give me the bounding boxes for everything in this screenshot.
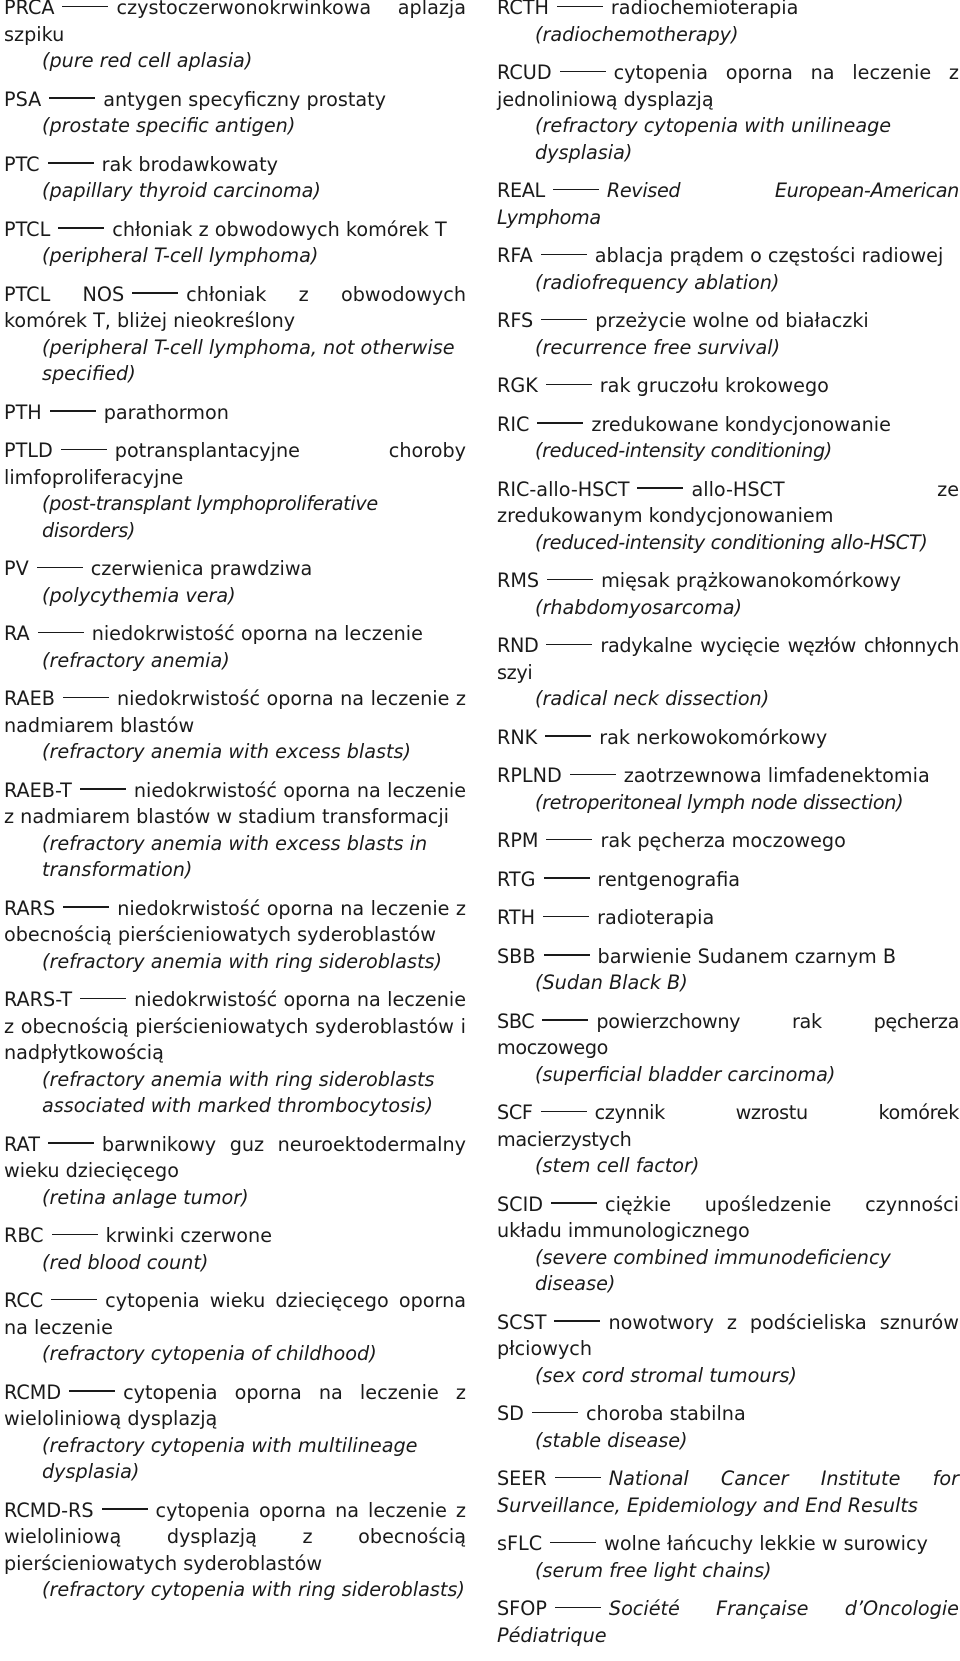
- definition: rak gruczołu krokowego: [599, 374, 829, 397]
- definition: rak brodawkowaty: [101, 152, 278, 176]
- entry-rnk: [497, 725, 959, 752]
- definition: ciężkie upośledzenie czynności układu immunologicznego: [497, 1192, 959, 1242]
- translation: (radiochemotherapy): [535, 22, 739, 46]
- entry-ra: [4, 621, 466, 674]
- translation: (superficial bladder carcinoma): [535, 1062, 836, 1086]
- abbreviation: PTH: [4, 400, 42, 424]
- dash: [132, 292, 178, 294]
- translation: (refractory anemia with ring sideroblasts associated with marked thrombocytosis): [42, 1067, 435, 1117]
- definition: ablacja prądem o częstości radiowej: [594, 244, 944, 267]
- definition: czerwienica prawdziwa: [90, 557, 313, 580]
- abbreviation: RARS: [4, 896, 56, 920]
- entry-ptld: [4, 438, 466, 544]
- abbreviation: RNK: [497, 725, 538, 749]
- dash: [545, 735, 591, 737]
- entry-rcc: [4, 1288, 466, 1368]
- entry-pv: [4, 556, 466, 609]
- abbreviation: RPLND: [497, 764, 562, 787]
- entry-rcmd: [4, 1380, 466, 1486]
- dash: [544, 954, 590, 956]
- translation: (refractory anemia with ring sideroblasts): [42, 949, 443, 973]
- entry-ric-allo-hsct: [497, 477, 959, 557]
- definition: barwnikowy guz neuroektodermalny wieku dziecięcego: [4, 1132, 466, 1182]
- definition: choroba stabilna: [585, 1402, 746, 1425]
- dash: [550, 1542, 596, 1544]
- entry-rplnd: [497, 763, 959, 816]
- translation: (polycythemia vera): [42, 583, 236, 607]
- definition: mięsak prążkowanokomórkowy: [601, 569, 901, 592]
- definition: cytopenia wieku dziecięcego oporna na leczenie: [4, 1289, 466, 1339]
- translation: (peripheral T-cell lymphoma): [42, 244, 319, 267]
- dash: [69, 1390, 115, 1392]
- translation: (sex cord stromal tumours): [535, 1363, 797, 1387]
- dash: [58, 227, 104, 229]
- definition: zredukowane kondycjonowanie: [591, 412, 891, 436]
- abbreviation: RBC: [4, 1224, 44, 1247]
- definition: allo-HSCT ze zredukowanym kondycjonowaniem: [497, 477, 959, 527]
- dash: [560, 71, 606, 73]
- abbreviation: PTCL NOS: [4, 282, 125, 306]
- abbreviation: RCUD: [497, 61, 552, 84]
- abbreviation: RFS: [497, 309, 534, 332]
- abbreviation: RCMD: [4, 1380, 62, 1404]
- dash: [543, 916, 589, 918]
- abbreviation: PV: [4, 557, 29, 580]
- abbreviation: RIC: [497, 412, 530, 436]
- dash: [555, 1477, 601, 1479]
- definition: wolne łańcuchy lekkie w surowicy: [604, 1532, 928, 1555]
- definition: radioterapia: [597, 906, 715, 929]
- entry-sbb: [497, 944, 959, 997]
- definition: antygen specyficzny prostaty: [103, 87, 387, 111]
- entry-ptcl: [4, 217, 466, 270]
- dash: [80, 788, 126, 790]
- translation: (reduced-intensity conditioning allo-HSCT): [535, 530, 928, 554]
- dash: [63, 906, 109, 908]
- definition: przeżycie wolne od białaczki: [595, 309, 869, 332]
- abbreviation: RCTH: [497, 0, 549, 19]
- entry-scst: [497, 1310, 959, 1390]
- translation: (retroperitoneal lymph node dissection): [535, 790, 904, 814]
- definition: zaotrzewnowa limfadenektomia: [623, 764, 930, 787]
- dash: [50, 410, 96, 412]
- abbreviation: SCID: [497, 1192, 544, 1216]
- definition: Société Française d’Oncologie Pédiatrique: [497, 1597, 959, 1647]
- dash: [49, 97, 95, 99]
- translation: (radiofrequency ablation): [535, 270, 780, 294]
- entry-prca: [4, 0, 466, 75]
- definition: niedokrwistość oporna na leczenie z nadmiarem blastów w stadium transformacji: [4, 778, 466, 828]
- abbreviation: RTH: [497, 906, 536, 929]
- dash: [637, 487, 683, 489]
- dash: [547, 579, 593, 581]
- dash: [551, 1202, 597, 1204]
- definition: nowotwory z podścieliska sznurów płciowych: [497, 1310, 959, 1360]
- abbreviation: RTG: [497, 867, 536, 891]
- translation: (pure red cell aplasia): [42, 49, 253, 72]
- dash: [63, 697, 109, 699]
- abbreviation: RAEB: [4, 687, 55, 710]
- definition: barwienie Sudanem czarnym B: [597, 944, 896, 968]
- abbreviation: SEER: [497, 1467, 547, 1490]
- entry-ric: [497, 412, 959, 465]
- translation: (peripheral T-cell lymphoma, not otherwise specified): [42, 335, 455, 385]
- abbreviation: RIC-allo-HSCT: [497, 477, 630, 501]
- dash: [48, 162, 94, 164]
- entry-rcth: [497, 0, 959, 48]
- entry-rbc: [4, 1223, 466, 1276]
- dash: [51, 1299, 97, 1301]
- entry-sfop: [497, 1596, 959, 1649]
- abbreviation: SFOP: [497, 1597, 547, 1620]
- entry-real: [497, 178, 959, 231]
- translation: (radical neck dissection): [535, 687, 770, 710]
- definition: potransplantacyjne choroby limfoproliferacyjne: [4, 439, 466, 489]
- definition: radykalne wycięcie węzłów chłonnych szyi: [497, 634, 959, 684]
- dash: [570, 774, 616, 776]
- entry-rcmd-rs: [4, 1498, 466, 1604]
- translation: (serum free light chains): [535, 1558, 772, 1582]
- translation: (severe combined immunodeficiency disease): [535, 1245, 891, 1295]
- translation: (stem cell factor): [535, 1154, 700, 1177]
- translation: (prostate specific antigen): [42, 114, 296, 137]
- entry-rfs: [497, 308, 959, 361]
- entry-sd: [497, 1401, 959, 1454]
- translation: (papillary thyroid carcinoma): [42, 179, 321, 202]
- definition: powierzchowny rak pęcherza moczowego: [497, 1009, 959, 1059]
- dash: [52, 1234, 98, 1236]
- entry-pth: [4, 400, 466, 427]
- entry-rtg: [497, 867, 959, 894]
- dash: [553, 189, 599, 191]
- abbreviation: PTLD: [4, 439, 53, 462]
- definition: rak pęcherza moczowego: [600, 829, 846, 852]
- abbreviation: PTCL: [4, 217, 51, 241]
- dash: [62, 6, 108, 8]
- dash: [542, 1019, 588, 1021]
- entry-raeb-t: [4, 778, 466, 884]
- definition: czynnik wzrostu komórek macierzystych: [497, 1101, 959, 1151]
- entry-scf: [497, 1100, 959, 1180]
- definition: niedokrwistość oporna na leczenie z nadmiarem blastów: [4, 687, 466, 737]
- abbreviation: PTC: [4, 152, 40, 176]
- entry-rat: [4, 1132, 466, 1212]
- abbreviation: RPM: [497, 829, 539, 852]
- translation: (refractory anemia with excess blasts): [42, 740, 412, 763]
- entry-raeb: [4, 686, 466, 766]
- entry-ptcl-nos: [4, 282, 466, 388]
- translation: (refractory anemia): [42, 648, 230, 672]
- definition: czystoczerwonokrwinkowa aplazja szpiku: [4, 0, 466, 46]
- entry-rcud: [497, 60, 959, 166]
- definition: chłoniak z obwodowych komórek T, bliżej nieokreślony: [4, 282, 466, 332]
- translation: (red blood count): [42, 1250, 209, 1274]
- abbreviation: RA: [4, 622, 30, 645]
- abbreviation: RMS: [497, 569, 540, 592]
- abbreviation: sFLC: [497, 1532, 543, 1555]
- dash: [38, 632, 84, 634]
- translation: (Sudan Black B): [535, 971, 688, 994]
- dash: [546, 644, 592, 646]
- abbreviation: RCMD-RS: [4, 1498, 94, 1522]
- translation: (rhabdomyosarcoma): [535, 595, 743, 619]
- dash: [541, 1111, 587, 1113]
- definition: rentgenografia: [597, 867, 741, 891]
- dash: [546, 384, 592, 386]
- dash: [541, 254, 587, 256]
- dash: [557, 6, 603, 8]
- dash: [546, 839, 592, 841]
- abbreviation: SBC: [497, 1009, 535, 1033]
- translation: (stable disease): [535, 1428, 688, 1452]
- translation: (refractory cytopenia of childhood): [42, 1342, 377, 1365]
- entry-rnd: [497, 633, 959, 713]
- dash: [80, 998, 126, 1000]
- definition: parathormon: [103, 400, 229, 424]
- abbreviation: REAL: [497, 179, 545, 202]
- dash: [555, 1607, 601, 1609]
- dash: [532, 1412, 578, 1414]
- definition: cytopenia oporna na leczenie z jednoliniową dysplazją: [497, 61, 959, 111]
- dash: [541, 319, 587, 321]
- definition: radiochemioterapia: [610, 0, 799, 19]
- entry-seer: [497, 1466, 959, 1519]
- dash: [37, 567, 83, 569]
- entry-rars: [4, 896, 466, 976]
- entry-psa: [4, 87, 466, 140]
- dash: [102, 1508, 148, 1510]
- abbreviation: SCF: [497, 1101, 533, 1124]
- dash: [537, 422, 583, 424]
- definition: niedokrwistość oporna na leczenie z obecnością pierścieniowatych syderoblastów i nadpłytkowością: [4, 988, 466, 1064]
- entry-rgk: [497, 373, 959, 400]
- entry-ptc: [4, 152, 466, 205]
- definition: rak nerkowokomórkowy: [599, 725, 828, 749]
- abbreviation: SBB: [497, 944, 536, 968]
- entry-rms: [497, 568, 959, 621]
- definition: cytopenia oporna na leczenie z wieloliniową dysplazją: [4, 1380, 466, 1430]
- translation: (refractory cytopenia with unilineage dysplasia): [535, 114, 892, 164]
- definition: niedokrwistość oporna na leczenie z obecnością pierścieniowatych syderoblastów: [4, 896, 466, 946]
- abbreviation: RARS-T: [4, 988, 73, 1011]
- translation: (refractory anemia with excess blasts in transformation): [42, 831, 428, 881]
- definition: krwinki czerwone: [105, 1224, 273, 1247]
- entry-rpm: [497, 828, 959, 855]
- abbreviation: SCST: [497, 1310, 547, 1334]
- abbreviation: RFA: [497, 244, 533, 267]
- abbreviation: RND: [497, 634, 539, 657]
- translation: (reduced-intensity conditioning): [535, 439, 832, 462]
- definition: Revised European-American Lymphoma: [497, 179, 959, 229]
- translation: (post-transplant lymphoproliferative disorders): [42, 492, 378, 542]
- abbreviation: RGK: [497, 374, 538, 397]
- entry-sflc: [497, 1531, 959, 1584]
- entry-rfa: [497, 243, 959, 296]
- entry-rth: [497, 905, 959, 932]
- right-column: [497, 0, 959, 1661]
- translation: (refractory cytopenia with ring sideroblasts): [42, 1578, 465, 1601]
- dash: [544, 877, 590, 879]
- entry-rars-t: [4, 987, 466, 1120]
- abbreviation: RAEB-T: [4, 778, 72, 802]
- dash: [61, 449, 107, 451]
- abbreviation: RAT: [4, 1132, 40, 1156]
- dash: [554, 1320, 600, 1322]
- abbreviation: RCC: [4, 1289, 44, 1312]
- definition: cytopenia oporna na leczenie z wieloliniową dysplazją z obecnością pierścieniowatych syderoblastów: [4, 1498, 466, 1575]
- abbreviation: PRCA: [4, 0, 55, 19]
- definition: chłoniak z obwodowych komórek T: [112, 217, 447, 241]
- entry-sbc: [497, 1009, 959, 1089]
- abbreviation: PSA: [4, 87, 42, 111]
- left-column: [4, 0, 466, 1616]
- dash: [48, 1142, 94, 1144]
- translation: (retina anlage tumor): [42, 1185, 249, 1209]
- definition: National Cancer Institute for Surveillance, Epidemiology and End Results: [497, 1467, 959, 1517]
- translation: (refractory cytopenia with multilineage dysplasia): [42, 1433, 418, 1483]
- abbreviation: SD: [497, 1402, 524, 1425]
- translation: (recurrence free survival): [535, 335, 781, 359]
- entry-scid: [497, 1192, 959, 1298]
- definition: niedokrwistość oporna na leczenie: [91, 622, 423, 645]
